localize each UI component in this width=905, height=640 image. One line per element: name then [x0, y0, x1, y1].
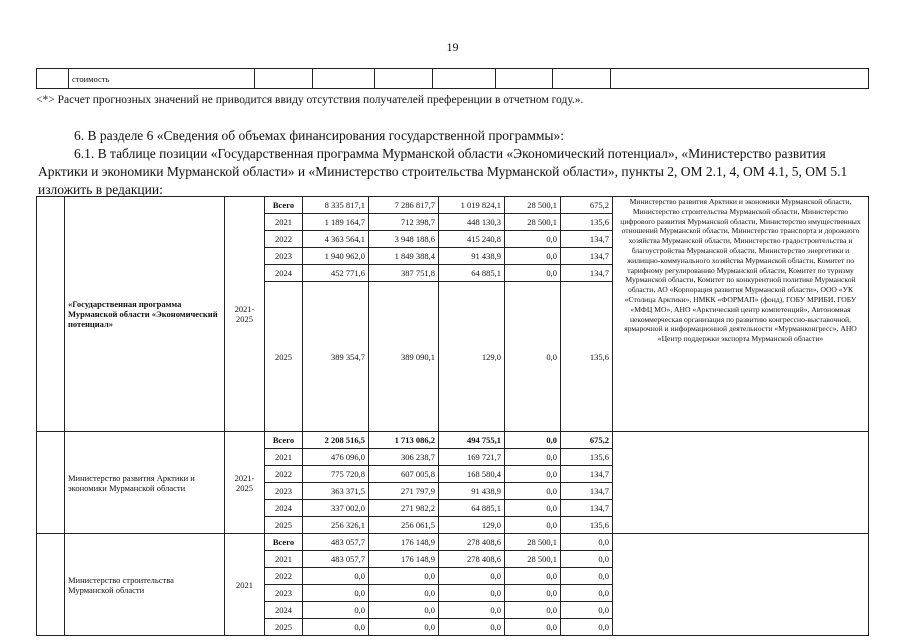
amount-cell: 1 019 824,1	[439, 197, 505, 214]
amount-cell: 64 885,1	[439, 265, 505, 282]
executors-cell	[613, 432, 869, 534]
amount-cell: 675,2	[561, 197, 613, 214]
year-cell: 2022	[265, 466, 303, 483]
amount-cell: 135,6	[561, 214, 613, 231]
amount-cell: 176 148,9	[369, 534, 439, 551]
amount-cell: 271 797,9	[369, 483, 439, 500]
amount-cell: 415 240,8	[439, 231, 505, 248]
amount-cell: 0,0	[505, 282, 561, 432]
financing-table-body	[37, 197, 869, 636]
year-cell: 2023	[265, 248, 303, 265]
amount-cell: 0,0	[369, 585, 439, 602]
amount-cell: 0,0	[303, 585, 369, 602]
implementation-years: 2021-2025	[225, 432, 265, 534]
amount-cell: 476 096,0	[303, 449, 369, 466]
amount-cell: 0,0	[439, 619, 505, 636]
amount-cell: 7 286 817,7	[369, 197, 439, 214]
amount-cell: 0,0	[505, 602, 561, 619]
amount-cell: 169 721,7	[439, 449, 505, 466]
row-number-cell	[37, 197, 65, 432]
amount-cell: 0,0	[505, 585, 561, 602]
implementation-years: 2021	[225, 534, 265, 636]
year-cell: 2023	[265, 483, 303, 500]
amount-cell: 28 500,1	[505, 214, 561, 231]
amount-cell: 278 408,6	[439, 534, 505, 551]
year-cell: Всего	[265, 432, 303, 449]
program-name: Министерство строительства Мурманской области	[65, 534, 225, 636]
amount-cell: 168 580,4	[439, 466, 505, 483]
amount-cell: 0,0	[505, 449, 561, 466]
year-cell: 2021	[265, 551, 303, 568]
instruction-paragraph: 6.1. В таблице позиции «Государственная программа Мурманской области «Экономический потенциал», «Министерство развития Арктики и экономики Мурманской области» и «Министерство строительства Мурманской области», пункты 2, ОМ 2.1, 4, ОМ 4.1, 5, ОМ 5.1 изложить в редакции:	[38, 146, 848, 197]
amount-cell: 0,0	[505, 265, 561, 282]
amount-cell: 0,0	[439, 585, 505, 602]
amount-cell: 0,0	[303, 602, 369, 619]
amount-cell: 0,0	[561, 534, 613, 551]
amount-cell: 0,0	[303, 619, 369, 636]
amount-cell: 675,2	[561, 432, 613, 449]
amount-cell: 28 500,1	[505, 534, 561, 551]
amount-cell: 134,7	[561, 500, 613, 517]
amount-cell: 0,0	[439, 568, 505, 585]
year-cell: 2021	[265, 214, 303, 231]
amount-cell: 0,0	[561, 585, 613, 602]
amount-cell: 1 940 962,0	[303, 248, 369, 265]
amount-cell: 1 849 388,4	[369, 248, 439, 265]
amount-cell: 712 398,7	[369, 214, 439, 231]
amount-cell: 256 326,1	[303, 517, 369, 534]
amount-cell: 0,0	[369, 602, 439, 619]
implementation-years: 2021-2025	[225, 197, 265, 432]
amount-cell: 2 208 516,5	[303, 432, 369, 449]
amount-cell: 1 713 086,2	[369, 432, 439, 449]
table-row	[37, 534, 869, 551]
amount-cell: 135,6	[561, 517, 613, 534]
section-heading: 6. В разделе 6 «Сведения об объемах финансирования государственной программы»:	[74, 128, 564, 143]
financing-table	[36, 196, 869, 636]
amount-cell: 0,0	[561, 568, 613, 585]
amount-cell: 452 771,6	[303, 265, 369, 282]
amount-cell: 64 885,1	[439, 500, 505, 517]
year-cell: 2021	[265, 449, 303, 466]
amount-cell: 0,0	[505, 517, 561, 534]
amount-cell: 0,0	[505, 568, 561, 585]
amount-cell: 28 500,1	[505, 197, 561, 214]
amount-cell: 91 438,9	[439, 248, 505, 265]
amount-cell: 1 189 164,7	[303, 214, 369, 231]
footnote: <*> Расчет прогнозных значений не приводится ввиду отсутствия получателей преференции в отчетном году.».	[36, 94, 584, 106]
amount-cell: 0,0	[505, 500, 561, 517]
row-number-cell	[37, 432, 65, 534]
amount-cell: 0,0	[561, 619, 613, 636]
year-cell: 2022	[265, 568, 303, 585]
amount-cell: 134,7	[561, 231, 613, 248]
top-table-fragment	[36, 68, 869, 89]
amount-cell: 0,0	[369, 619, 439, 636]
amount-cell: 0,0	[505, 432, 561, 449]
amount-cell: 337 002,0	[303, 500, 369, 517]
year-cell: 2023	[265, 585, 303, 602]
amount-cell: 607 005,8	[369, 466, 439, 483]
row-label: стоимость	[69, 69, 255, 89]
amount-cell: 389 090,1	[369, 282, 439, 432]
amount-cell: 0,0	[505, 466, 561, 483]
amount-cell: 0,0	[505, 248, 561, 265]
executors-cell: Министерство развития Арктики и экономики Мурманской области, Министерство строительства Мурманской области, Министерство цифрового развития Мурманской области, Министерство имущественных отношений Мурманской области, Министерство транспорта и дорожного хозяйства Мурманской области, Министерство градостроительства и благоустройства Мурманской области, Министерство энергетики и жилищно-коммунального хозяйства Мурманской области, Комитет по тарифному регулированию Мурманской области, Комитет по туризму Мурманской области, Комитет по конкурентной политике Мурманской области, АО «Корпорация развития Мурманской области», ООО «УК «Столица Арктики», НМКК «ФОРМАП» (фонд), ГОБУ МРИБИ, ГОБУ «МФЦ МО», АНО «Арктический центр компетенций», Автономная некоммерческая организация по развитию конгрессно-выставочной, ярмарочной и информационной деятельности «Мурманконгресс», АНО «Центр поддержки экспорта Мурманской области»	[613, 197, 869, 432]
year-cell: 2025	[265, 619, 303, 636]
year-cell: 2024	[265, 500, 303, 517]
table-row	[37, 69, 869, 89]
amount-cell: 256 061,5	[369, 517, 439, 534]
amount-cell: 0,0	[303, 568, 369, 585]
amount-cell: 0,0	[439, 602, 505, 619]
amount-cell: 4 363 564,1	[303, 231, 369, 248]
amount-cell: 483 057,7	[303, 551, 369, 568]
year-cell: 2022	[265, 231, 303, 248]
amount-cell: 91 438,9	[439, 483, 505, 500]
amount-cell: 278 408,6	[439, 551, 505, 568]
amount-cell: 483 057,7	[303, 534, 369, 551]
amount-cell: 0,0	[505, 619, 561, 636]
table-row	[37, 432, 869, 449]
amount-cell: 0,0	[505, 231, 561, 248]
amount-cell: 3 948 188,6	[369, 231, 439, 248]
amount-cell: 306 238,7	[369, 449, 439, 466]
amount-cell: 134,7	[561, 466, 613, 483]
amount-cell: 448 130,3	[439, 214, 505, 231]
amount-cell: 134,7	[561, 483, 613, 500]
amount-cell: 135,6	[561, 282, 613, 432]
year-cell: 2025	[265, 282, 303, 432]
amount-cell: 28 500,1	[505, 551, 561, 568]
amount-cell: 176 148,9	[369, 551, 439, 568]
amount-cell: 129,0	[439, 517, 505, 534]
amount-cell: 134,7	[561, 248, 613, 265]
amount-cell: 0,0	[505, 483, 561, 500]
amount-cell: 363 371,5	[303, 483, 369, 500]
year-cell: Всего	[265, 534, 303, 551]
page-number: 19	[446, 40, 459, 54]
program-name: «Государственная программа Мурманской области «Экономический потенциал»	[65, 197, 225, 432]
amount-cell: 135,6	[561, 449, 613, 466]
year-cell: 2024	[265, 602, 303, 619]
executors-cell	[613, 534, 869, 636]
row-number-cell	[37, 534, 65, 636]
amount-cell: 0,0	[561, 602, 613, 619]
amount-cell: 8 335 817,1	[303, 197, 369, 214]
program-name: Министерство развития Арктики и экономики Мурманской области	[65, 432, 225, 534]
amount-cell: 0,0	[369, 568, 439, 585]
year-cell: Всего	[265, 197, 303, 214]
table-row	[37, 197, 869, 214]
year-cell: 2025	[265, 517, 303, 534]
amount-cell: 387 751,8	[369, 265, 439, 282]
amount-cell: 775 720,8	[303, 466, 369, 483]
amount-cell: 389 354,7	[303, 282, 369, 432]
year-cell: 2024	[265, 265, 303, 282]
amount-cell: 129,0	[439, 282, 505, 432]
amount-cell: 494 755,1	[439, 432, 505, 449]
amount-cell: 134,7	[561, 265, 613, 282]
amount-cell: 271 982,2	[369, 500, 439, 517]
amount-cell: 0,0	[561, 551, 613, 568]
